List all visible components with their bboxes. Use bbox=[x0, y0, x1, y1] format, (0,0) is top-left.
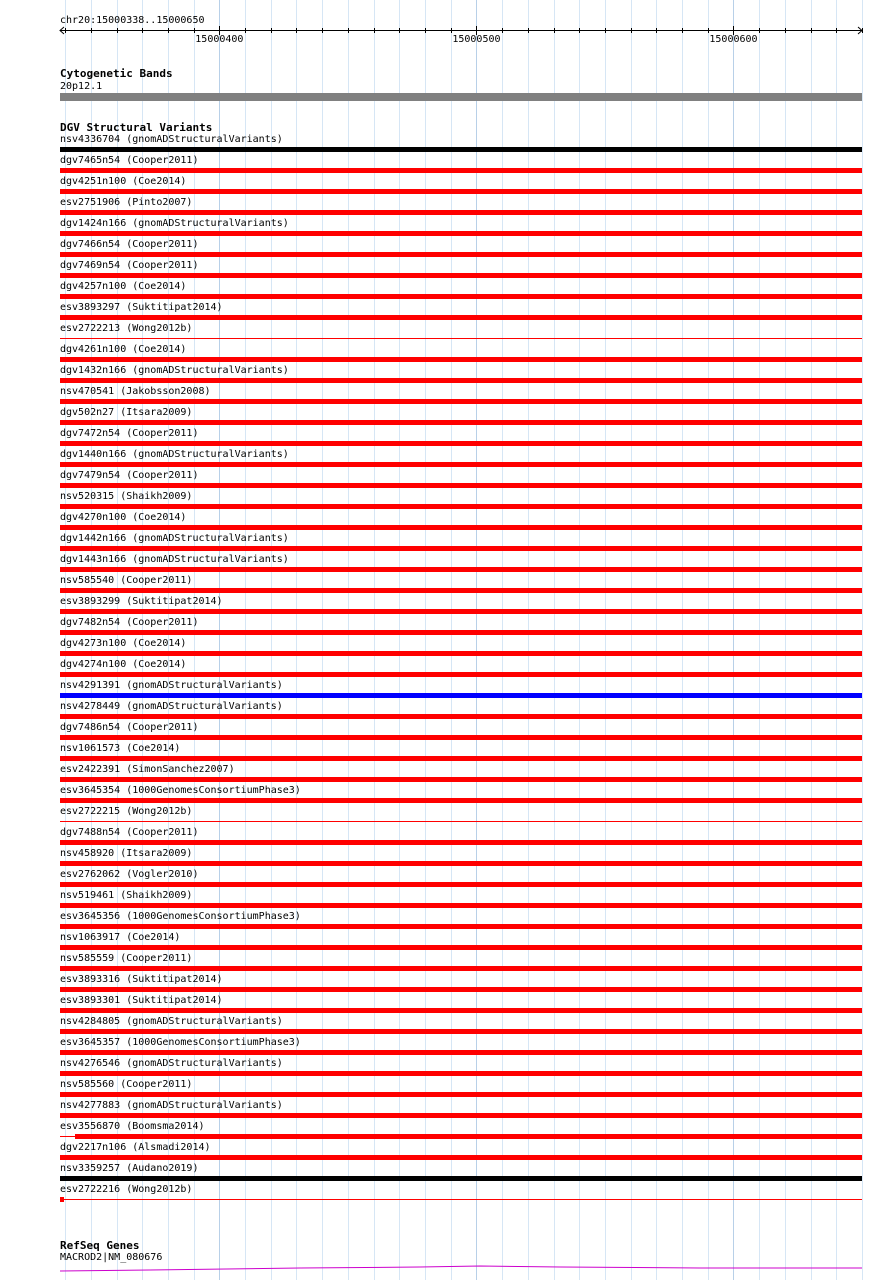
dgv-feature-bar[interactable] bbox=[60, 924, 862, 929]
refseq-gene-label: MACROD2|NM_080676 bbox=[60, 1252, 163, 1263]
dgv-feature-bar[interactable] bbox=[60, 1092, 862, 1097]
location-label: chr20:15000338..15000650 bbox=[60, 15, 205, 26]
cytoband-bar[interactable] bbox=[60, 93, 862, 101]
dgv-feature-label: nsv470541 (Jakobsson2008) bbox=[60, 386, 211, 397]
ruler-tick-label: 15000600 bbox=[709, 34, 758, 45]
dgv-feature-bar[interactable] bbox=[60, 651, 862, 656]
dgv-feature-bar[interactable] bbox=[60, 1136, 75, 1137]
dgv-feature-label: nsv585559 (Cooper2011) bbox=[60, 953, 193, 964]
dgv-feature-label: dgv7465n54 (Cooper2011) bbox=[60, 155, 199, 166]
dgv-feature-label: dgv7479n54 (Cooper2011) bbox=[60, 470, 199, 481]
dgv-feature-bar[interactable] bbox=[60, 546, 862, 551]
dgv-feature-bar[interactable] bbox=[60, 420, 862, 425]
dgv-feature-bar[interactable] bbox=[60, 588, 862, 593]
dgv-feature-label: nsv4336704 (gnomADStructuralVariants) bbox=[60, 134, 283, 145]
dgv-feature-bar[interactable] bbox=[60, 1050, 862, 1055]
dgv-feature-label: esv2751906 (Pinto2007) bbox=[60, 197, 193, 208]
dgv-feature-bar[interactable] bbox=[60, 1071, 862, 1076]
dgv-feature-label: esv3645356 (1000GenomesConsortiumPhase3) bbox=[60, 911, 301, 922]
dgv-feature-bar[interactable] bbox=[60, 714, 862, 719]
dgv-feature-label: dgv1432n166 (gnomADStructuralVariants) bbox=[60, 365, 289, 376]
dgv-feature-bar[interactable] bbox=[60, 945, 862, 950]
dgv-feature-label: dgv1440n166 (gnomADStructuralVariants) bbox=[60, 449, 289, 460]
dgv-feature-bar[interactable] bbox=[60, 483, 862, 488]
dgv-feature-label: nsv458920 (Itsara2009) bbox=[60, 848, 193, 859]
dgv-feature-label: nsv4278449 (gnomADStructuralVariants) bbox=[60, 701, 283, 712]
dgv-feature-bar[interactable] bbox=[60, 1197, 64, 1202]
dgv-feature-label: esv3893297 (Suktitipat2014) bbox=[60, 302, 223, 313]
dgv-feature-bar[interactable] bbox=[60, 861, 862, 866]
dgv-feature-bar[interactable] bbox=[60, 1155, 862, 1160]
dgv-feature-bar[interactable] bbox=[60, 693, 862, 698]
dgv-feature-label: esv3556870 (Boomsma2014) bbox=[60, 1121, 205, 1132]
dgv-feature-label: dgv4273n100 (Coe2014) bbox=[60, 638, 187, 649]
dgv-feature-label: nsv1063917 (Coe2014) bbox=[60, 932, 181, 943]
dgv-feature-bar[interactable] bbox=[60, 1113, 862, 1118]
dgv-feature-label: esv2722213 (Wong2012b) bbox=[60, 323, 193, 334]
dgv-feature-bar[interactable] bbox=[60, 756, 862, 761]
dgv-feature-bar[interactable] bbox=[60, 462, 862, 467]
dgv-feature-label: dgv1424n166 (gnomADStructuralVariants) bbox=[60, 218, 289, 229]
dgv-feature-label: nsv3359257 (Audano2019) bbox=[60, 1163, 199, 1174]
dgv-feature-label: esv3645357 (1000GenomesConsortiumPhase3) bbox=[60, 1037, 301, 1048]
dgv-feature-bar[interactable] bbox=[60, 777, 862, 782]
dgv-feature-label: nsv519461 (Shaikh2009) bbox=[60, 890, 193, 901]
dgv-feature-bar[interactable] bbox=[60, 903, 862, 908]
dgv-feature-bar[interactable] bbox=[60, 630, 862, 635]
dgv-feature-label: dgv4261n100 (Coe2014) bbox=[60, 344, 187, 355]
dgv-feature-label: dgv502n27 (Itsara2009) bbox=[60, 407, 193, 418]
dgv-feature-bar[interactable] bbox=[60, 338, 862, 339]
dgv-feature-bar[interactable] bbox=[60, 821, 862, 822]
dgv-feature-bar[interactable] bbox=[60, 1008, 862, 1013]
dgv-feature-label: esv2722215 (Wong2012b) bbox=[60, 806, 193, 817]
dgv-feature-bar[interactable] bbox=[60, 441, 862, 446]
dgv-feature-label: nsv4277883 (gnomADStructuralVariants) bbox=[60, 1100, 283, 1111]
dgv-feature-bar[interactable] bbox=[60, 189, 862, 194]
dgv-feature-bar[interactable] bbox=[60, 294, 862, 299]
dgv-feature-bar[interactable] bbox=[60, 1199, 862, 1200]
dgv-feature-bar[interactable] bbox=[60, 798, 862, 803]
dgv-feature-bar[interactable] bbox=[60, 525, 862, 530]
dgv-feature-label: dgv7466n54 (Cooper2011) bbox=[60, 239, 199, 250]
dgv-feature-bar[interactable] bbox=[60, 987, 862, 992]
dgv-feature-label: dgv7469n54 (Cooper2011) bbox=[60, 260, 199, 271]
dgv-feature-bar[interactable] bbox=[60, 735, 862, 740]
dgv-feature-bar[interactable] bbox=[60, 504, 862, 509]
dgv-feature-bar[interactable] bbox=[60, 567, 862, 572]
dgv-feature-label: dgv4274n100 (Coe2014) bbox=[60, 659, 187, 670]
dgv-feature-bar[interactable] bbox=[75, 1134, 862, 1139]
dgv-feature-label: dgv7472n54 (Cooper2011) bbox=[60, 428, 199, 439]
dgv-feature-label: dgv4251n100 (Coe2014) bbox=[60, 176, 187, 187]
dgv-feature-bar[interactable] bbox=[60, 399, 862, 404]
dgv-feature-label: esv2422391 (SimonSanchez2007) bbox=[60, 764, 235, 775]
dgv-feature-bar[interactable] bbox=[60, 210, 862, 215]
dgv-feature-label: nsv4291391 (gnomADStructuralVariants) bbox=[60, 680, 283, 691]
dgv-feature-bar[interactable] bbox=[60, 315, 862, 320]
dgv-feature-bar[interactable] bbox=[60, 882, 862, 887]
dgv-feature-label: dgv1442n166 (gnomADStructuralVariants) bbox=[60, 533, 289, 544]
dgv-feature-bar[interactable] bbox=[60, 609, 862, 614]
dgv-feature-label: esv3645354 (1000GenomesConsortiumPhase3) bbox=[60, 785, 301, 796]
dgv-feature-bar[interactable] bbox=[60, 840, 862, 845]
dgv-feature-bar[interactable] bbox=[60, 672, 862, 677]
dgv-feature-bar[interactable] bbox=[60, 357, 862, 362]
dgv-feature-label: dgv7486n54 (Cooper2011) bbox=[60, 722, 199, 733]
dgv-feature-label: esv2722216 (Wong2012b) bbox=[60, 1184, 193, 1195]
dgv-feature-bar[interactable] bbox=[60, 147, 862, 152]
dgv-feature-bar[interactable] bbox=[60, 378, 862, 383]
dgv-feature-bar[interactable] bbox=[60, 273, 862, 278]
dgv-feature-label: esv3893316 (Suktitipat2014) bbox=[60, 974, 223, 985]
dgv-feature-bar[interactable] bbox=[60, 1029, 862, 1034]
dgv-feature-label: nsv4284805 (gnomADStructuralVariants) bbox=[60, 1016, 283, 1027]
dgv-feature-label: nsv585560 (Cooper2011) bbox=[60, 1079, 193, 1090]
dgv-feature-label: dgv2217n106 (Alsmadi2014) bbox=[60, 1142, 211, 1153]
dgv-feature-label: dgv4257n100 (Coe2014) bbox=[60, 281, 187, 292]
dgv-feature-label: nsv585540 (Cooper2011) bbox=[60, 575, 193, 586]
dgv-feature-label: dgv1443n166 (gnomADStructuralVariants) bbox=[60, 554, 289, 565]
dgv-title: DGV Structural Variants bbox=[60, 121, 213, 134]
cytoband-title: Cytogenetic Bands bbox=[60, 67, 173, 80]
dgv-feature-label: nsv520315 (Shaikh2009) bbox=[60, 491, 193, 502]
dgv-feature-label: esv3893301 (Suktitipat2014) bbox=[60, 995, 223, 1006]
dgv-feature-bar[interactable] bbox=[60, 252, 862, 257]
ruler-tick-label: 15000500 bbox=[452, 34, 501, 45]
dgv-feature-label: dgv7482n54 (Cooper2011) bbox=[60, 617, 199, 628]
dgv-feature-bar[interactable] bbox=[60, 966, 862, 971]
dgv-feature-label: dgv7488n54 (Cooper2011) bbox=[60, 827, 199, 838]
dgv-feature-label: esv3893299 (Suktitipat2014) bbox=[60, 596, 223, 607]
refseq-title: RefSeq Genes bbox=[60, 1239, 140, 1252]
dgv-feature-bar[interactable] bbox=[60, 231, 862, 236]
dgv-feature-label: nsv4276546 (gnomADStructuralVariants) bbox=[60, 1058, 283, 1069]
dgv-feature-label: esv2762062 (Vogler2010) bbox=[60, 869, 199, 880]
dgv-feature-bar[interactable] bbox=[60, 1176, 862, 1181]
dgv-feature-label: nsv1061573 (Coe2014) bbox=[60, 743, 181, 754]
ruler-tick-label: 15000400 bbox=[195, 34, 244, 45]
dgv-feature-label: dgv4270n100 (Coe2014) bbox=[60, 512, 187, 523]
cytoband-label: 20p12.1 bbox=[60, 81, 103, 92]
dgv-feature-bar[interactable] bbox=[60, 168, 862, 173]
